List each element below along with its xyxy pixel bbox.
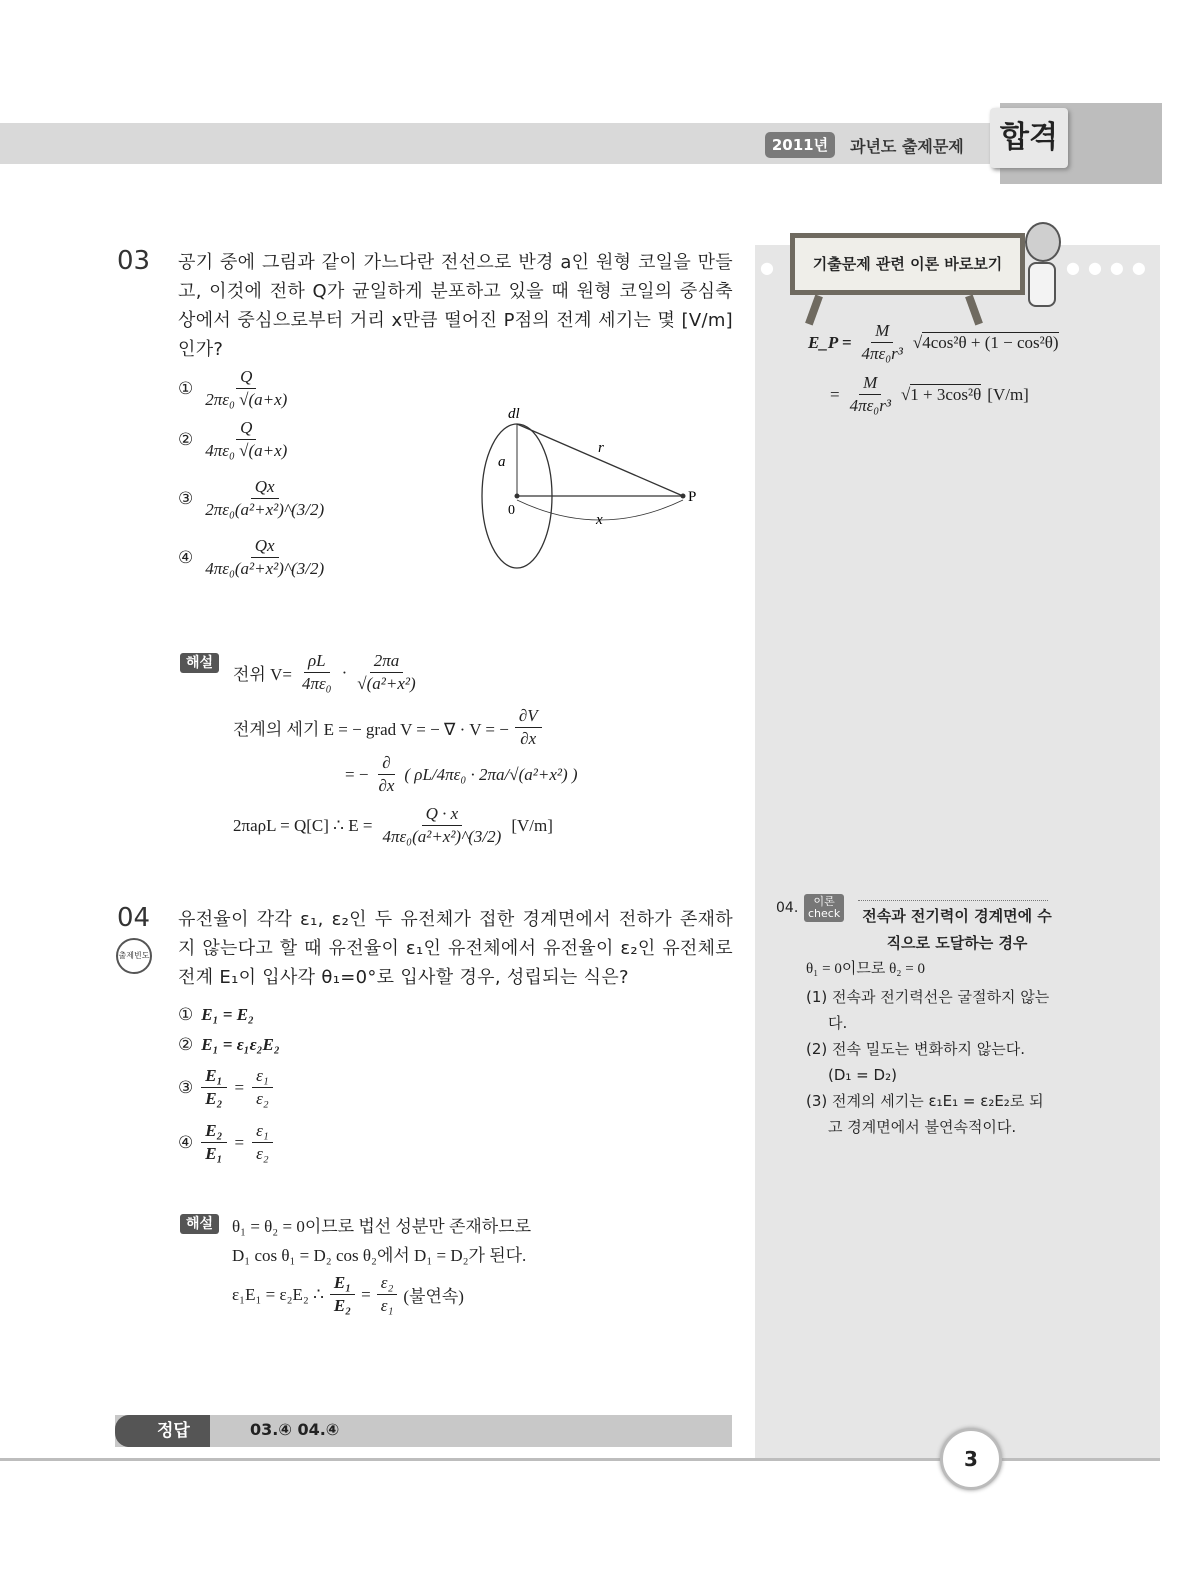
question-number: 04 <box>117 903 151 933</box>
page-number: 3 <box>940 1428 1002 1490</box>
option-4[interactable]: ④ $\frac{\text{E₂}}{\text{E₁}}$ = $\frac{\text{ε₁}}{\text{ε₂}}$ <box>178 1120 280 1165</box>
sol-line: = − $\frac{\partial}{\partial x}$ ( ρL/4πε₀ · 2πa/√(a²+x²) ) <box>345 753 578 795</box>
dots-decoration: ● <box>760 258 774 277</box>
sidebar-eq2: = $\frac{M}{\text{4πε₀r³}}$ √1 + 3cos²θ [V/m] <box>830 373 1029 415</box>
cartoon-body <box>1028 262 1056 307</box>
option-2[interactable]: ② $\frac{Q}{\text{4πε₀ √(a+x)}}$ <box>178 418 288 460</box>
option-1[interactable]: ① $\frac{Q}{\text{2πε₀ √(a+x)}}$ <box>178 367 288 409</box>
check-item: (1) 전속과 전기력선은 굴절하지 않는다. <box>806 988 1050 1032</box>
sol-line: 전위 V= $\frac{\rho L}{\text{4πε₀}}$ · $\frac{2\pi a}{\text{√(a²+x²)}}$ <box>233 651 416 693</box>
check-item: (2) 전속 밀도는 변화하지 않는다. (D₁ = D₂) <box>806 1040 1025 1084</box>
solution-label: 해설 <box>180 1213 219 1233</box>
answer-text: 03.④ 04.④ <box>250 1420 340 1439</box>
svg-text:x: x <box>596 512 603 528</box>
q3-options <box>178 366 328 580</box>
sidebar-sign: 기출문제 관련 이론 바로보기 <box>790 233 1025 295</box>
frequency-icon: 출제빈도 <box>116 938 152 974</box>
check-badge: 이론 check <box>804 894 844 922</box>
option-2[interactable]: ② E₁ = ε₁ε₂E₂ <box>178 1035 280 1054</box>
svg-text:r: r <box>598 440 604 456</box>
sidebar-eq1: E_P = $\frac{M}{\text{4πε₀r³}}$ √4cos²θ + (1 − cos²θ) <box>808 321 1059 363</box>
check-title: 전속과 전기력이 경계면에 수직으로 도달하는 경우 <box>862 907 1052 952</box>
answer-label: 정답 <box>115 1415 210 1447</box>
header-title: 과년도 출제문제 <box>850 137 964 156</box>
check-line: θ₁ = 0이므로 θ₂ = 0 <box>806 961 925 977</box>
check-item: (3) 전계의 세기는 ε₁E₁ = ε₂E₂로 되고 경계면에서 불연속적이다. <box>806 1092 1044 1136</box>
logo: 합격 <box>990 108 1068 168</box>
sol-line: ε₁E₁ = ε₂E₂ ∴ $\frac{\text{E₁}}{\text{E₂}}$ = $\frac{\text{ε₂}}{\text{ε₁}}$ (불연속) <box>232 1273 464 1315</box>
cartoon-character <box>1025 222 1061 262</box>
solution-label: 해설 <box>180 652 219 672</box>
sol-line: 전계의 세기 E = − grad V = − ∇ · V = − $\frac{\partial V}{\partial x}$ <box>233 705 542 750</box>
sol-line: 2πaρL = Q[C] ∴ E = $\frac{Q \cdot x}{\text{4πε₀(a²+x²)\textasciicircum{}(3/2)}}$ [V/m] <box>233 804 553 846</box>
question-number: 03 <box>117 246 151 276</box>
check-number: 04. <box>776 900 799 916</box>
option-1[interactable]: ① E₁ = E₂ <box>178 1005 254 1024</box>
svg-text:dl: dl <box>508 406 520 422</box>
sol-line: D₁ cos θ₁ = D₂ cos θ₂에서 D₁ = D₂가 된다. <box>232 1246 527 1265</box>
dots-decoration: ●●●● <box>1066 258 1154 277</box>
question-text: 공기 중에 그림과 같이 가느다란 전선으로 반경 a인 원형 코일을 만들고, 이것에 전하 Q가 균일하게 분포하고 있을 때 원형 코일의 중심축 상에서 중심으로부터 거리 x만큼 떨어진 P점의 전계 세기는 몇 [V/m] 인가? <box>178 252 733 360</box>
q4-options <box>178 1005 280 1165</box>
svg-text:a: a <box>498 454 506 470</box>
svg-text:0: 0 <box>508 503 515 518</box>
option-3[interactable]: ③ $\frac{Qx}{\text{2πε₀(a²+x²)\textasciicircum{}(3/2)}}$ <box>178 477 325 519</box>
svg-text:P: P <box>688 489 697 505</box>
sidebar-panel <box>755 245 1160 1460</box>
question-text: 유전율이 각각 ε₁, ε₂인 두 유전체가 접한 경계면에서 전하가 존재하지 않는다고 할 때 유전율이 ε₁인 유전체에서 유전율이 ε₂인 유전체로 전계 E₁이 입사각 θ₁=0°로 입사할 경우, 성립되는 식은? <box>178 909 733 988</box>
year-badge: 2011년 <box>765 132 835 158</box>
sol-line: θ₁ = θ₂ = 0이므로 법선 성분만 존재하므로 <box>232 1217 532 1236</box>
coil-figure <box>470 400 710 575</box>
option-4[interactable]: ④ $\frac{Qx}{\text{4πε₀(a²+x²)\textasciicircum{}(3/2)}}$ <box>178 536 325 578</box>
check-items <box>806 984 1051 1140</box>
option-3[interactable]: ③ $\frac{\text{E₁}}{\text{E₂}}$ = $\frac{\text{ε₁}}{\text{ε₂}}$ <box>178 1065 280 1110</box>
